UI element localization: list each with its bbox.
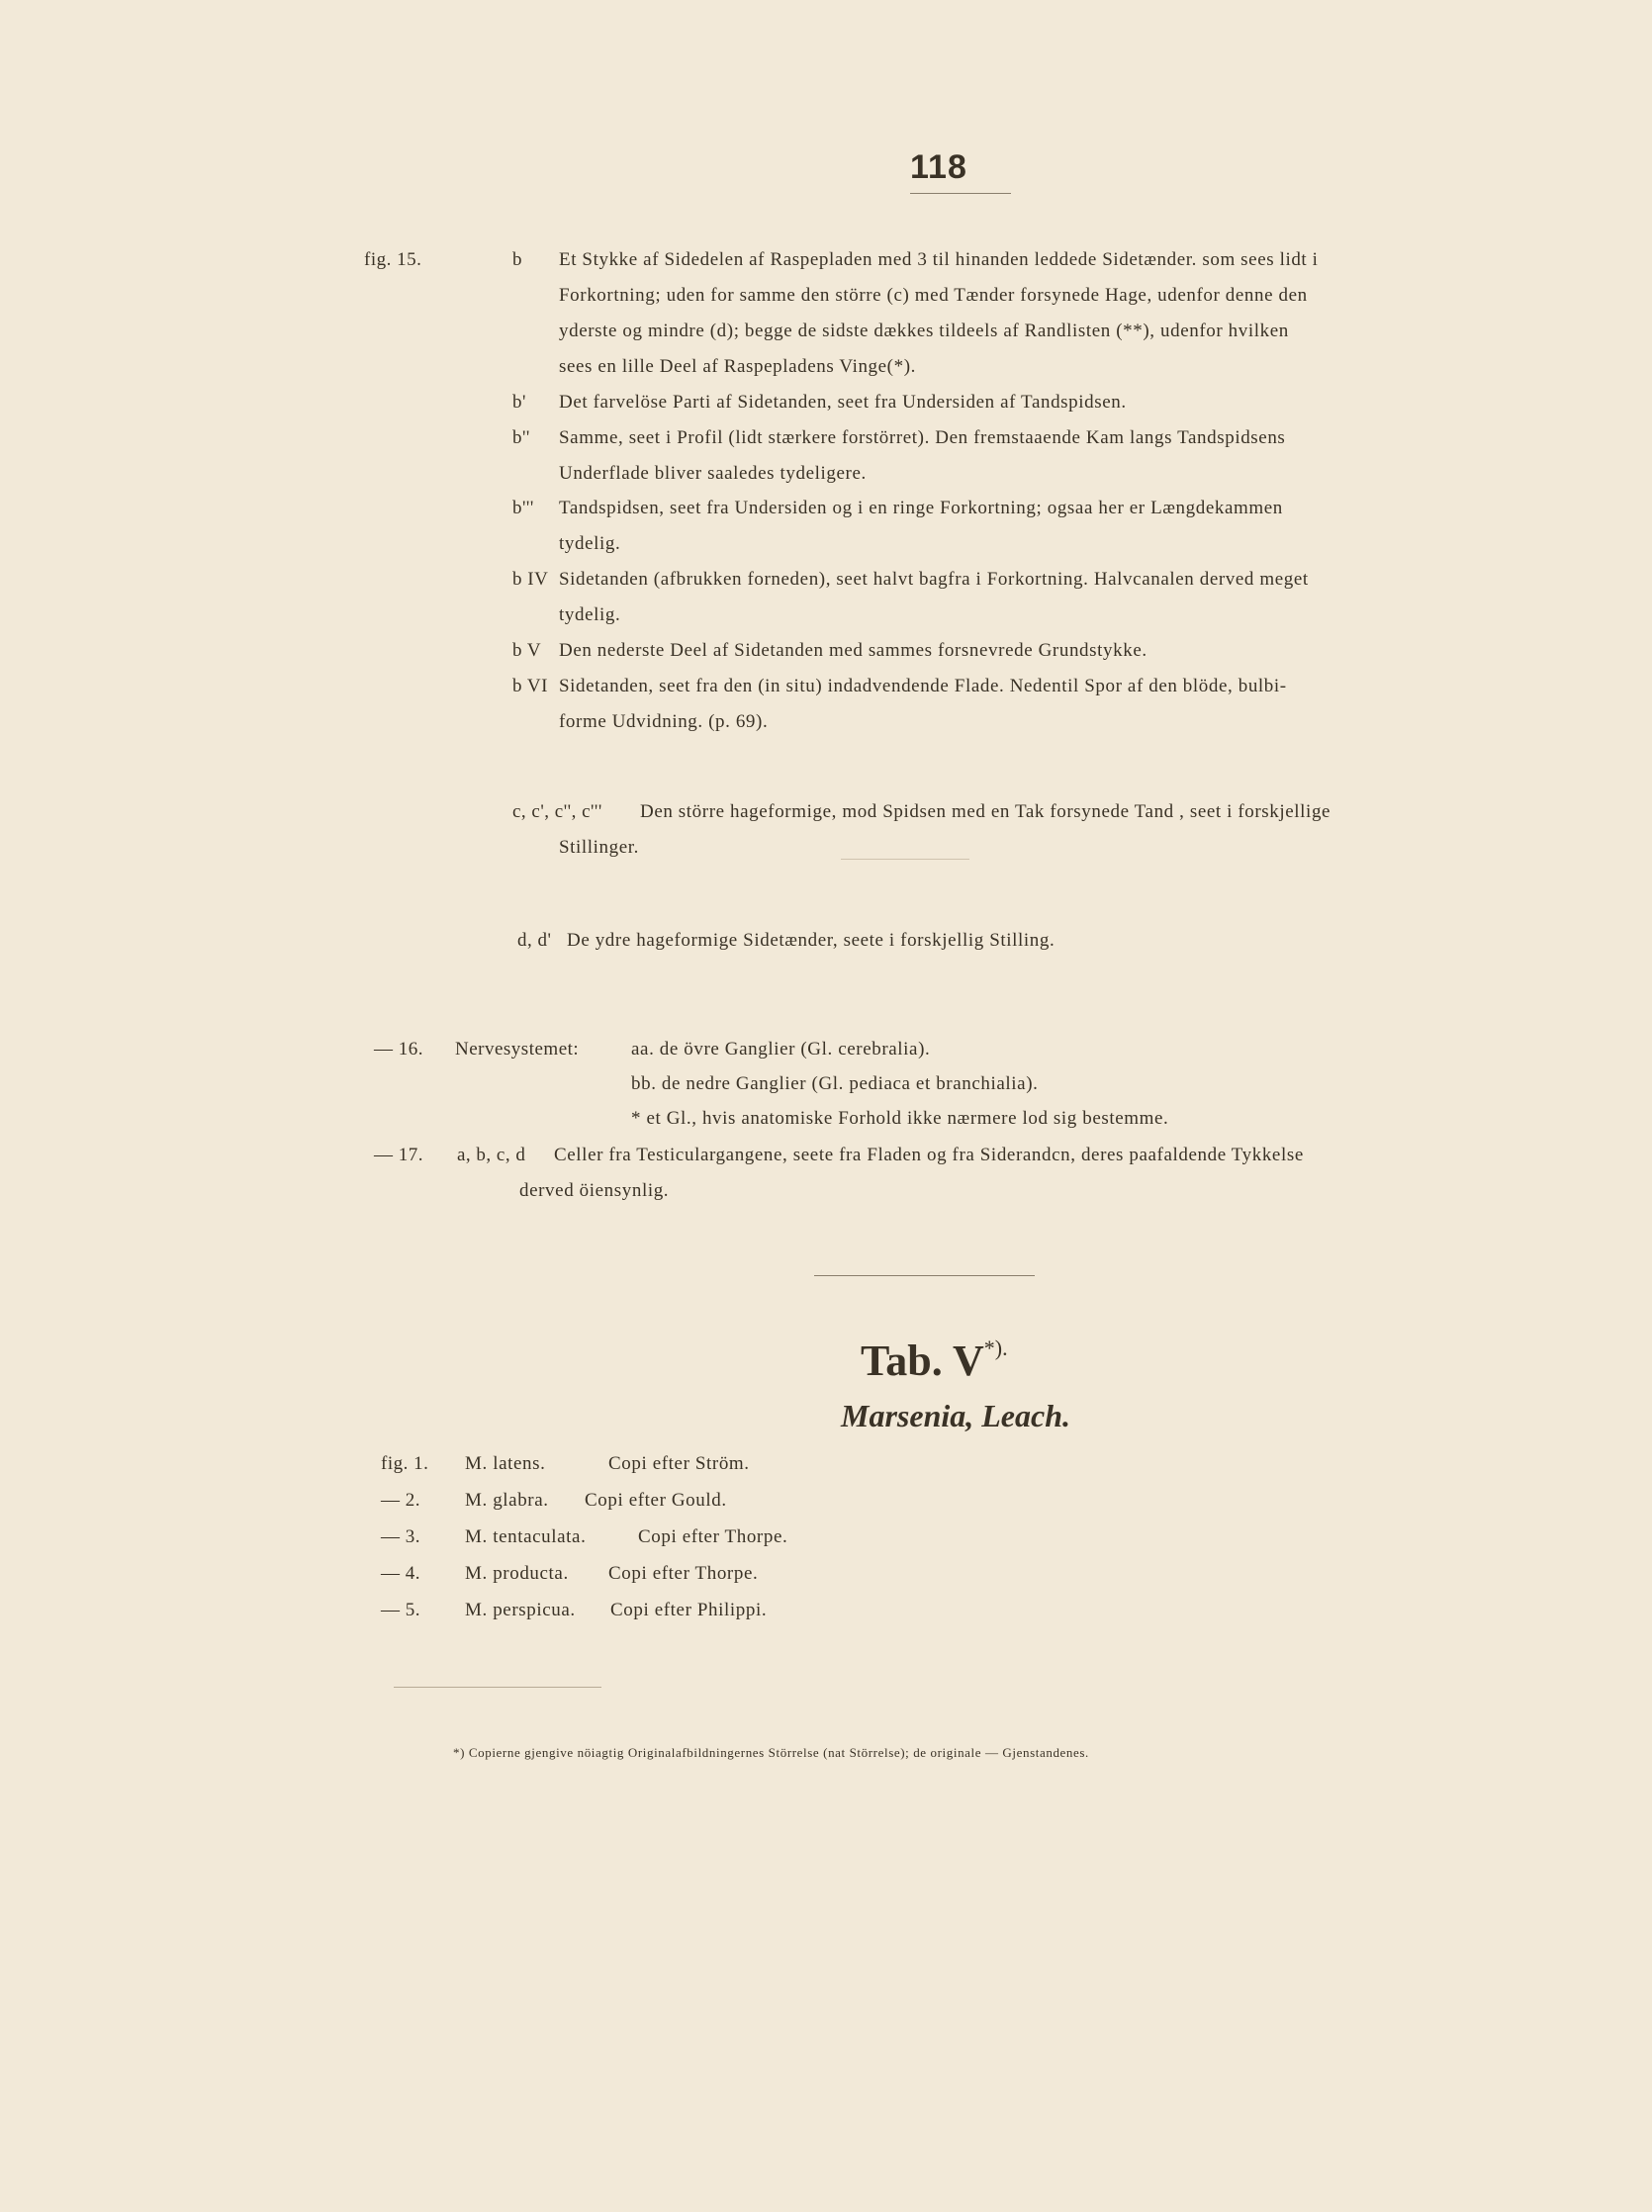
tab-fig-label: fig. 1. [381, 1453, 429, 1474]
tab-species: M. glabra. [465, 1490, 549, 1511]
tab-source: Copi efter Ström. [608, 1453, 750, 1474]
tab-fig-label: — 5. [381, 1600, 420, 1620]
entry-line: * et Gl., hvis anatomiske Forhold ikke nærmere lod sig bestemme. [631, 1108, 1169, 1129]
entry-line: Celler fra Testiculargangene, seete fra Fladen og fra Siderandcn, deres paafaldende Tykkelse [554, 1145, 1304, 1165]
entry-line: Et Stykke af Sidedelen af Raspepladen med 3 til hinanden leddede Sidetænder. som sees lidt i [559, 249, 1319, 270]
entry-key: Nervesystemet: [455, 1039, 580, 1060]
entry-line: aa. de övre Ganglier (Gl. cerebralia). [631, 1039, 931, 1060]
page-number: 118 [910, 148, 967, 186]
section-divider [814, 1275, 1035, 1276]
entry-key: b''' [512, 498, 534, 518]
entry-line: sees en lille Deel af Raspepladens Vinge(*). [559, 356, 916, 377]
tab-species: M. tentaculata. [465, 1526, 587, 1547]
entry-key: d, d' [517, 930, 552, 951]
entry-line: Det farvelöse Parti af Sidetanden, seet fra Undersiden af Tandspidsen. [559, 392, 1127, 413]
fig-label: — 16. [374, 1039, 423, 1060]
entry-key: b V [512, 640, 542, 661]
plate-title-mark: *). [983, 1336, 1008, 1360]
entry-key: a, b, c, d [457, 1145, 526, 1165]
entry-line: bb. de nedre Ganglier (Gl. pediaca et branchialia). [631, 1073, 1039, 1094]
entry-line: forme Udvidning. (p. 69). [559, 711, 769, 732]
entry-key: b [512, 249, 522, 270]
entry-key: c, c', c'', c''' [512, 801, 602, 822]
tab-source: Copi efter Gould. [585, 1490, 727, 1511]
entry-key: b' [512, 392, 526, 413]
entry-line: De ydre hageformige Sidetænder, seete i forskjellig Stilling. [567, 930, 1055, 951]
entry-line: derved öiensynlig. [519, 1180, 670, 1201]
entry-key: b IV [512, 569, 549, 590]
entry-line: Stillinger. [559, 837, 640, 858]
fig-label: fig. 15. [364, 249, 422, 270]
entry-line: Den större hageformige, mod Spidsen med en Tak forsynede Tand , seet i forskjellige [640, 801, 1331, 822]
entry-line: yderste og mindre (d); begge de sidste dækkes tildeels af Randlisten (**), udenfor hvilken [559, 321, 1289, 341]
tab-fig-label: — 4. [381, 1563, 420, 1584]
plate-title-text: Tab. V [861, 1336, 984, 1385]
header-rule [910, 193, 1011, 194]
tab-source: Copi efter Thorpe. [638, 1526, 788, 1547]
footnote: *) Copierne gjengive nöiagtig Originalafbildningernes Störrelse (nat Störrelse); de originale — Gjenstandenes. [453, 1745, 1089, 1760]
entry-line: Forkortning; uden for samme den större (c) med Tænder forsynede Hage, udenfor denne den [559, 285, 1308, 306]
entry-line: Tandspidsen, seet fra Undersiden og i en ringe Forkortning; ogsaa her er Længdekammen [559, 498, 1283, 518]
tab-species: M. latens. [465, 1453, 546, 1474]
tab-species: M. perspicua. [465, 1600, 576, 1620]
fig-label: — 17. [374, 1145, 423, 1165]
entry-line: tydelig. [559, 533, 621, 554]
plate-title [861, 1336, 1008, 1386]
plate-subtitle: Marsenia, Leach. [841, 1398, 1070, 1433]
entry-line: Sidetanden, seet fra den (in situ) indadvendende Flade. Nedentil Spor af den blöde, bulbi- [559, 676, 1287, 696]
entry-line: tydelig. [559, 604, 621, 625]
entry-line: Underflade bliver saaledes tydeligere. [559, 463, 867, 484]
faint-rule [841, 859, 969, 860]
tab-species: M. producta. [465, 1563, 569, 1584]
entry-line: Den nederste Deel af Sidetanden med sammes forsnevrede Grundstykke. [559, 640, 1147, 661]
tab-source: Copi efter Thorpe. [608, 1563, 759, 1584]
tab-fig-label: — 3. [381, 1526, 420, 1547]
entry-key: b VI [512, 676, 548, 696]
footnote-rule [394, 1687, 601, 1688]
tab-source: Copi efter Philippi. [610, 1600, 768, 1620]
entry-key: b'' [512, 427, 530, 448]
tab-fig-label: — 2. [381, 1490, 420, 1511]
entry-line: Sidetanden (afbrukken forneden), seet halvt bagfra i Forkortning. Halvcanalen derved meget [559, 569, 1309, 590]
entry-line: Samme, seet i Profil (lidt stærkere forstörret). Den fremstaaende Kam langs Tandspidsens [559, 427, 1286, 448]
